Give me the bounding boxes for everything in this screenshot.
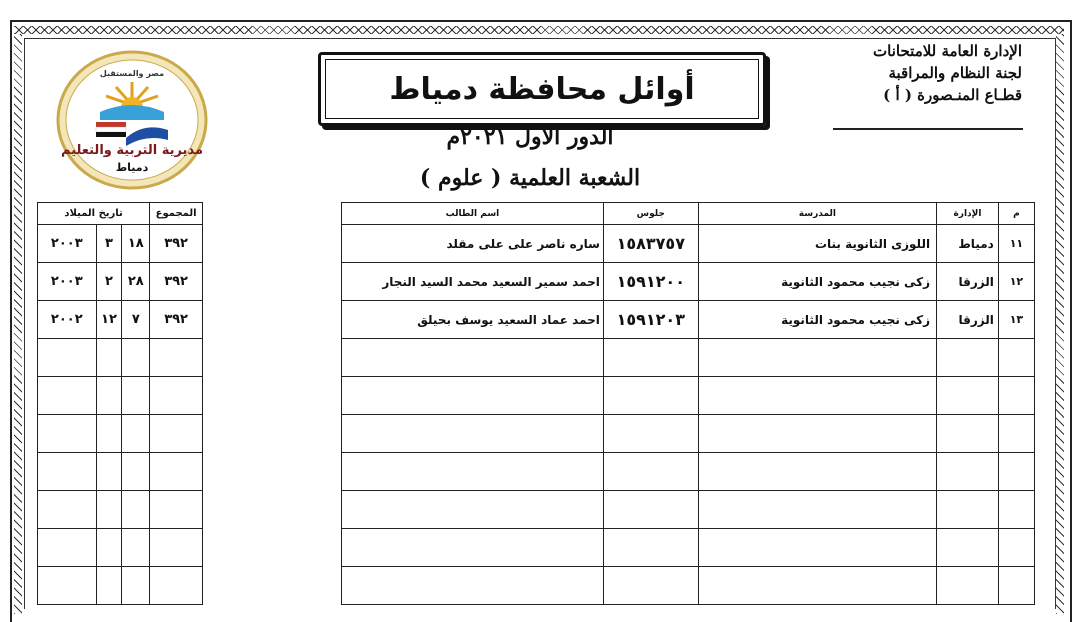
table-row bbox=[38, 567, 203, 605]
table-row bbox=[38, 301, 203, 339]
cell-administration bbox=[937, 377, 999, 415]
table-row bbox=[38, 529, 203, 567]
cell-student-name bbox=[342, 491, 604, 529]
header-birth-date: تاريخ الميلاد bbox=[38, 203, 150, 225]
cell-seat-number bbox=[603, 339, 698, 377]
cell-student-name bbox=[342, 567, 604, 605]
title-box bbox=[318, 52, 766, 126]
table-row bbox=[342, 453, 1035, 491]
cell-index bbox=[998, 529, 1034, 567]
cell-seat-number bbox=[603, 377, 698, 415]
cell-administration: الزرقا bbox=[937, 301, 999, 339]
cell-seat-number bbox=[603, 415, 698, 453]
table-row bbox=[38, 263, 203, 301]
cell-seat-number: ١٥٩١٢٠٣ bbox=[603, 301, 698, 339]
table-header-row bbox=[342, 203, 1035, 225]
admin-line-1: الإدارة العامة للامتحانات bbox=[873, 42, 1022, 60]
table-row bbox=[38, 225, 203, 263]
directorate-logo-icon bbox=[56, 50, 208, 190]
cell-student-name: احمد عماد السعيد يوسف بحيلق bbox=[342, 301, 604, 339]
cell-school: زكى نجيب محمود الثانوية bbox=[698, 263, 936, 301]
cell-birth-year: ٢٠٠٢ bbox=[38, 301, 97, 339]
cell-administration bbox=[937, 491, 999, 529]
decorative-border-right bbox=[1056, 34, 1064, 614]
cell-birth-month: ٣ bbox=[96, 225, 122, 263]
cell-seat-number bbox=[603, 453, 698, 491]
cell-administration bbox=[937, 529, 999, 567]
cell-birth-year bbox=[38, 377, 97, 415]
cell-index: ١٣ bbox=[998, 301, 1034, 339]
cell-birth-day bbox=[122, 415, 150, 453]
table-row bbox=[38, 339, 203, 377]
admin-line-3: قطـاع المنـصورة ( أ ) bbox=[883, 86, 1022, 104]
cell-administration bbox=[937, 415, 999, 453]
cell-school bbox=[698, 339, 936, 377]
administration-header bbox=[802, 40, 1022, 106]
cell-birth-year bbox=[38, 491, 97, 529]
cell-administration bbox=[937, 453, 999, 491]
cell-birth-year bbox=[38, 339, 97, 377]
cell-birth-day bbox=[122, 453, 150, 491]
header-total: المجموع bbox=[150, 203, 203, 225]
cell-birth-year bbox=[38, 415, 97, 453]
cell-birth-day bbox=[122, 491, 150, 529]
cell-birth-month bbox=[96, 339, 122, 377]
cell-birth-day bbox=[122, 529, 150, 567]
cell-student-name bbox=[342, 377, 604, 415]
cell-seat-number bbox=[603, 567, 698, 605]
cell-birth-day: ٢٨ bbox=[122, 263, 150, 301]
page-title: أوائل محافظة دمياط bbox=[389, 71, 695, 107]
cell-total: ٣٩٢ bbox=[150, 263, 203, 301]
cell-index bbox=[998, 415, 1034, 453]
cell-birth-day: ١٨ bbox=[122, 225, 150, 263]
cell-total bbox=[150, 415, 203, 453]
cell-index bbox=[998, 339, 1034, 377]
cell-index bbox=[998, 377, 1034, 415]
header-seat-number: جلوس bbox=[603, 203, 698, 225]
table-row bbox=[342, 415, 1035, 453]
cell-index bbox=[998, 491, 1034, 529]
cell-seat-number: ١٥٨٣٧٥٧ bbox=[603, 225, 698, 263]
cell-birth-year: ٢٠٠٣ bbox=[38, 263, 97, 301]
top-students-table bbox=[341, 202, 1035, 605]
logo-arc-text: مصر والمستقبل bbox=[99, 69, 165, 78]
table-row bbox=[38, 453, 203, 491]
admin-line-2: لجنة النظام والمراقبة bbox=[888, 64, 1022, 82]
cell-administration bbox=[937, 567, 999, 605]
cell-index: ١٢ bbox=[998, 263, 1034, 301]
cell-student-name bbox=[342, 339, 604, 377]
cell-birth-year bbox=[38, 453, 97, 491]
cell-school bbox=[698, 491, 936, 529]
cell-birth-month bbox=[96, 529, 122, 567]
table-row bbox=[342, 225, 1035, 263]
cell-birth-year bbox=[38, 567, 97, 605]
scores-header-row bbox=[38, 203, 203, 225]
cell-administration bbox=[937, 339, 999, 377]
cell-school bbox=[698, 567, 936, 605]
cell-school bbox=[698, 453, 936, 491]
header-student-name: اسم الطالب bbox=[342, 203, 604, 225]
cell-total bbox=[150, 339, 203, 377]
cell-administration: دمياط bbox=[937, 225, 999, 263]
cell-total bbox=[150, 567, 203, 605]
cell-birth-month: ١٢ bbox=[96, 301, 122, 339]
cell-birth-day bbox=[122, 339, 150, 377]
cell-birth-day: ٧ bbox=[122, 301, 150, 339]
table-row bbox=[342, 529, 1035, 567]
cell-total bbox=[150, 529, 203, 567]
cell-seat-number bbox=[603, 529, 698, 567]
cell-total bbox=[150, 491, 203, 529]
cell-school: اللوزى الثانوية بنات bbox=[698, 225, 936, 263]
cell-student-name: احمد سمير السعيد محمد السيد النجار bbox=[342, 263, 604, 301]
division-label: الشعبة العلمية ( علوم ) bbox=[419, 165, 641, 191]
table-row bbox=[342, 339, 1035, 377]
header-administration: الإدارة bbox=[937, 203, 999, 225]
cell-student-name bbox=[342, 529, 604, 567]
cell-school bbox=[698, 377, 936, 415]
logo-text-directorate: مديرية التربية والتعليم bbox=[60, 143, 204, 158]
scores-table bbox=[37, 202, 203, 605]
cell-total bbox=[150, 377, 203, 415]
cell-index bbox=[998, 453, 1034, 491]
cell-birth-month: ٢ bbox=[96, 263, 122, 301]
decorative-border-left bbox=[14, 34, 22, 614]
cell-seat-number bbox=[603, 491, 698, 529]
logo-text-city: دمياط bbox=[115, 161, 149, 174]
cell-birth-month bbox=[96, 453, 122, 491]
cell-index bbox=[998, 567, 1034, 605]
table-row bbox=[38, 377, 203, 415]
cell-total: ٣٩٢ bbox=[150, 301, 203, 339]
decorative-border-top bbox=[14, 26, 1064, 34]
table-row bbox=[342, 567, 1035, 605]
cell-school bbox=[698, 415, 936, 453]
cell-school: زكى نجيب محمود الثانوية bbox=[698, 301, 936, 339]
cell-seat-number: ١٥٩١٢٠٠ bbox=[603, 263, 698, 301]
cell-student-name: ساره ناصر على على مقلد bbox=[342, 225, 604, 263]
cell-birth-year: ٢٠٠٣ bbox=[38, 225, 97, 263]
cell-administration: الزرقا bbox=[937, 263, 999, 301]
table-row bbox=[342, 491, 1035, 529]
cell-birth-day bbox=[122, 567, 150, 605]
admin-underline bbox=[833, 128, 1023, 130]
cell-school bbox=[698, 529, 936, 567]
table-row bbox=[38, 415, 203, 453]
header-school: المدرسة bbox=[698, 203, 936, 225]
cell-birth-month bbox=[96, 415, 122, 453]
cell-birth-year bbox=[38, 529, 97, 567]
cell-index: ١١ bbox=[998, 225, 1034, 263]
table-row bbox=[342, 377, 1035, 415]
header-index: م bbox=[998, 203, 1034, 225]
cell-total bbox=[150, 453, 203, 491]
cell-student-name bbox=[342, 453, 604, 491]
table-row bbox=[342, 263, 1035, 301]
cell-birth-month bbox=[96, 567, 122, 605]
cell-birth-month bbox=[96, 491, 122, 529]
table-row bbox=[342, 301, 1035, 339]
table-row bbox=[38, 491, 203, 529]
cell-birth-month bbox=[96, 377, 122, 415]
exam-round: الدور الاول ٢٠٢١م bbox=[446, 124, 614, 150]
cell-birth-day bbox=[122, 377, 150, 415]
cell-total: ٣٩٢ bbox=[150, 225, 203, 263]
cell-student-name bbox=[342, 415, 604, 453]
